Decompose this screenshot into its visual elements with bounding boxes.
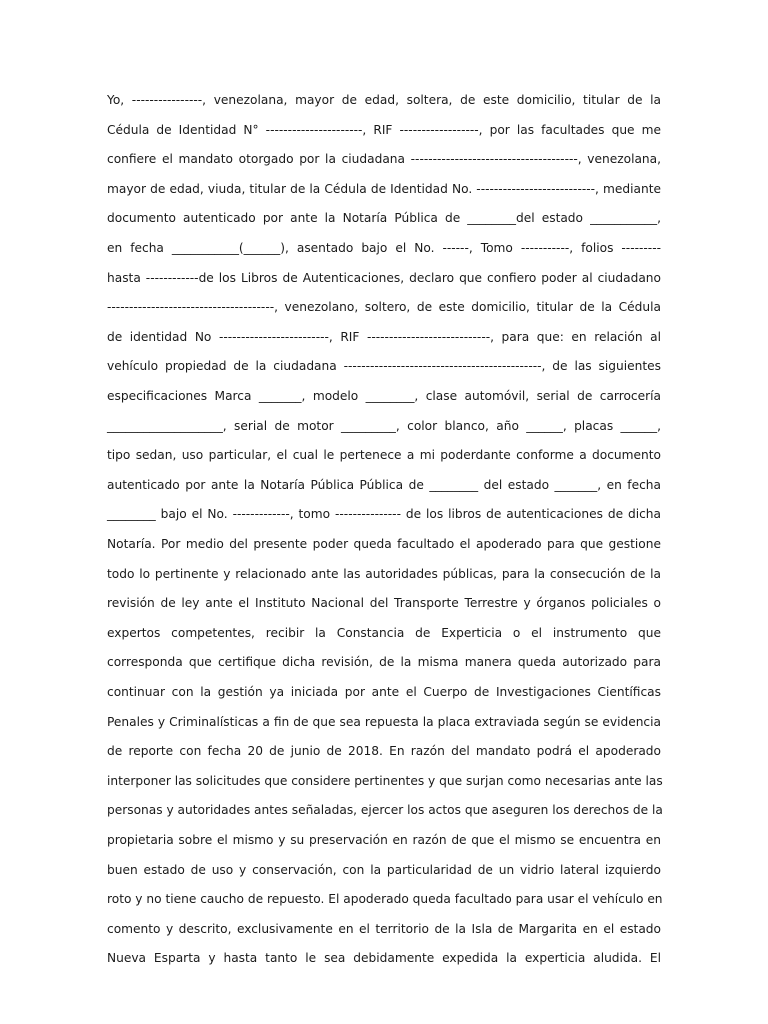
document-line: en fecha ___________(______), asentado bajo el No. ------, Tomo -----------, folios --------- — [107, 241, 661, 255]
document-line: interponer las solicitudes que considere pertinentes y que surjan como necesarias ante las — [107, 773, 663, 788]
document-line: buen estado de uso y conservación, con la particularidad de un vidrio lateral izquierdo — [107, 862, 661, 877]
document-line: ________ bajo el No. -------------, tomo --------------- de los libros de autenticaciones de dicha — [107, 507, 661, 522]
document-line: roto y no tiene caucho de repuesto. El apoderado queda facultado para usar el vehículo en — [107, 892, 663, 907]
document-line: Notaría. Por medio del presente poder queda facultado el apoderado para que gestione — [107, 537, 661, 551]
document-line: personas y autoridades antes señaladas, ejercer los actos que aseguren los derechos de la — [107, 803, 663, 818]
document-line: comento y descrito, exclusivamente en el territorio de la Isla de Margarita en el estado — [107, 921, 661, 936]
document-line: documento autenticado por ante la Notaría Pública de ________del estado ___________, — [107, 211, 661, 226]
document-line: expertos competentes, recibir la Constancia de Experticia o el instrumento que — [107, 625, 661, 640]
document-line: revisión de ley ante el Instituto Nacional del Transporte Terrestre y órganos policiales o — [107, 596, 661, 611]
document-line: Cédula de Identidad N° ----------------------, RIF ------------------, por las facultades que me — [107, 122, 661, 137]
document-line: ___________________, serial de motor _________, color blanco, año ______, placas ______, — [107, 418, 661, 433]
document-line: Yo, ----------------, venezolana, mayor de edad, soltera, de este domicilio, titular de la — [107, 93, 661, 107]
document-line: corresponda que certifique dicha revisión, de la misma manera queda autorizado para — [107, 655, 661, 670]
document-line: todo lo pertinente y relacionado ante las autoridades públicas, para la consecución de la — [107, 566, 661, 581]
document-line: propietaria sobre el mismo y su preservación en razón de que el mismo se encuentra en — [107, 833, 661, 847]
document-line: hasta ------------de los Libros de Autenticaciones, declaro que confiero poder al ciudadano — [107, 270, 661, 285]
document-line: autenticado por ante la Notaría Pública Pública de ________ del estado _______, en fecha — [107, 477, 661, 492]
document-line: Nueva Esparta y hasta tanto le sea debidamente expedida la experticia aludida. El — [107, 951, 661, 966]
document-line: vehículo propiedad de la ciudadana ---------------------------------------------, de las siguientes — [107, 359, 661, 374]
document-line: confiere el mandato otorgado por la ciudadana --------------------------------------, venezolana, — [107, 152, 661, 167]
document-line: de identidad No -------------------------, RIF ----------------------------, para que: en relación al — [107, 329, 661, 344]
document-line: --------------------------------------, venezolano, soltero, de este domicilio, titular de la Cédula — [107, 300, 661, 315]
document-line: Penales y Criminalísticas a fin de que sea repuesta la placa extraviada según se evidencia — [107, 714, 661, 729]
document-line: tipo sedan, uso particular, el cual le pertenece a mi poderdante conforme a documento — [107, 448, 661, 463]
document-line: de reporte con fecha 20 de junio de 2018. En razón del mandato podrá el apoderado — [107, 744, 661, 759]
document-line: continuar con la gestión ya iniciada por ante el Cuerpo de Investigaciones Científicas — [107, 685, 661, 699]
document-line: especificaciones Marca _______, modelo ________, clase automóvil, serial de carrocería — [107, 389, 661, 403]
document-line: mayor de edad, viuda, titular de la Cédula de Identidad No. ---------------------------, mediante — [107, 181, 661, 196]
